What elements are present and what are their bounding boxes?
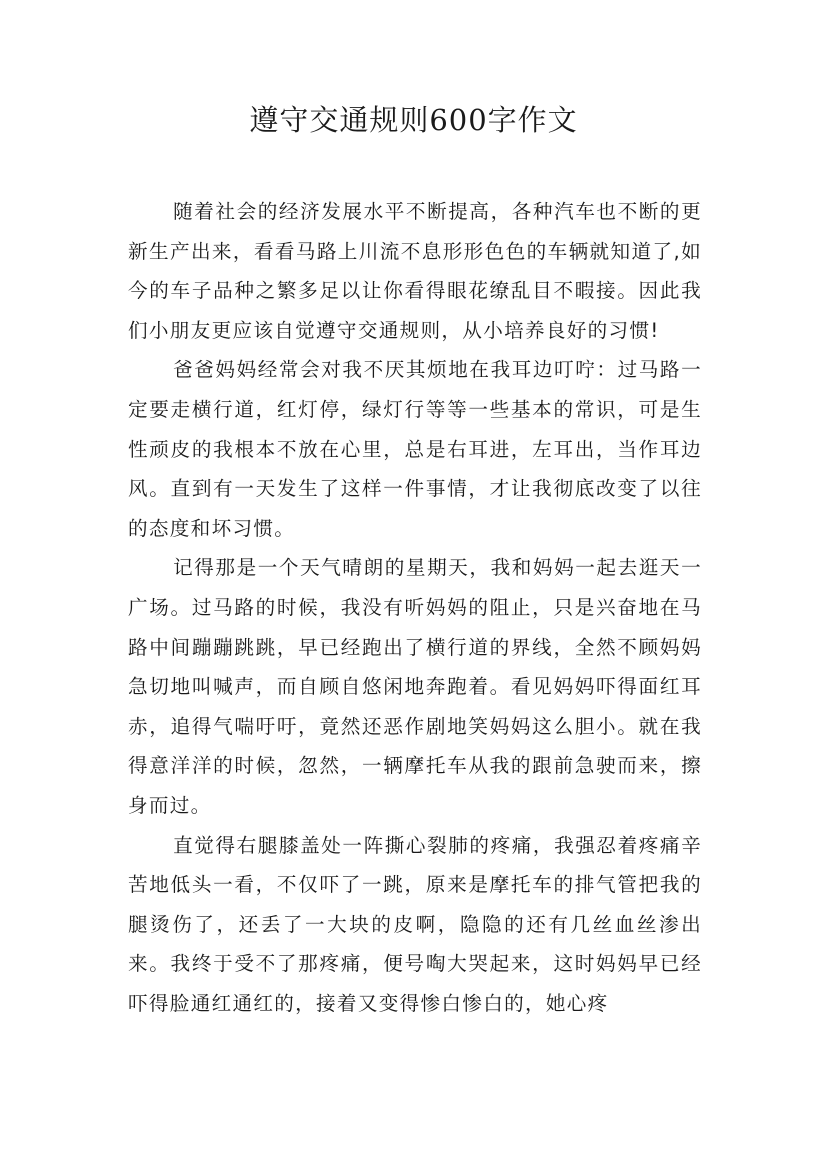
paragraph: 随着社会的经济发展水平不断提高，各种汽车也不断的更新生产出来，看看马路上川流不息形形色色的车辆就知道了,如今的车子品种之繁多足以让你看得眼花缭乱目不暇接。因此我们小朋友更应该自觉遵守交通规则，从小培养良好的习惯! (128, 200, 702, 342)
paragraph: 直觉得右腿膝盖处一阵撕心裂肺的疼痛，我强忍着疼痛辛苦地低头一看，不仅吓了一跳，原来是摩托车的排气管把我的腿烫伤了，还丢了一大块的皮啊，隐隐的还有几丝血丝渗出来。我终于受不了那疼痛，便号啕大哭起来，这时妈妈早已经吓得脸通红通红的，接着又变得惨白惨白的，她心疼 (128, 833, 702, 1015)
paragraph: 记得那是一个天气晴朗的星期天，我和妈妈一起去逛天一广场。过马路的时候，我没有听妈妈的阻止，只是兴奋地在马路中间蹦蹦跳跳，早已经跑出了横行道的界线，全然不顾妈妈急切地叫喊声，而自顾自悠闲地奔跑着。看见妈妈吓得面红耳赤，追得气喘吁吁，竟然还恶作剧地笑妈妈这么胆小。就在我得意洋洋的时候，忽然，一辆摩托车从我的跟前急驶而来，擦身而过。 (128, 556, 702, 817)
document-body (128, 192, 702, 1023)
document-title: 遵守交通规则600字作文 (249, 103, 578, 137)
paragraph: 爸爸妈妈经常会对我不厌其烦地在我耳边叮咛：过马路一定要走横行道，红灯停，绿灯行等等一些基本的常识，可是生性顽皮的我根本不放在心里，总是右耳进，左耳出，当作耳边风。直到有一天发生了这样一件事情，才让我彻底改变了以往的态度和坏习惯。 (128, 358, 702, 540)
